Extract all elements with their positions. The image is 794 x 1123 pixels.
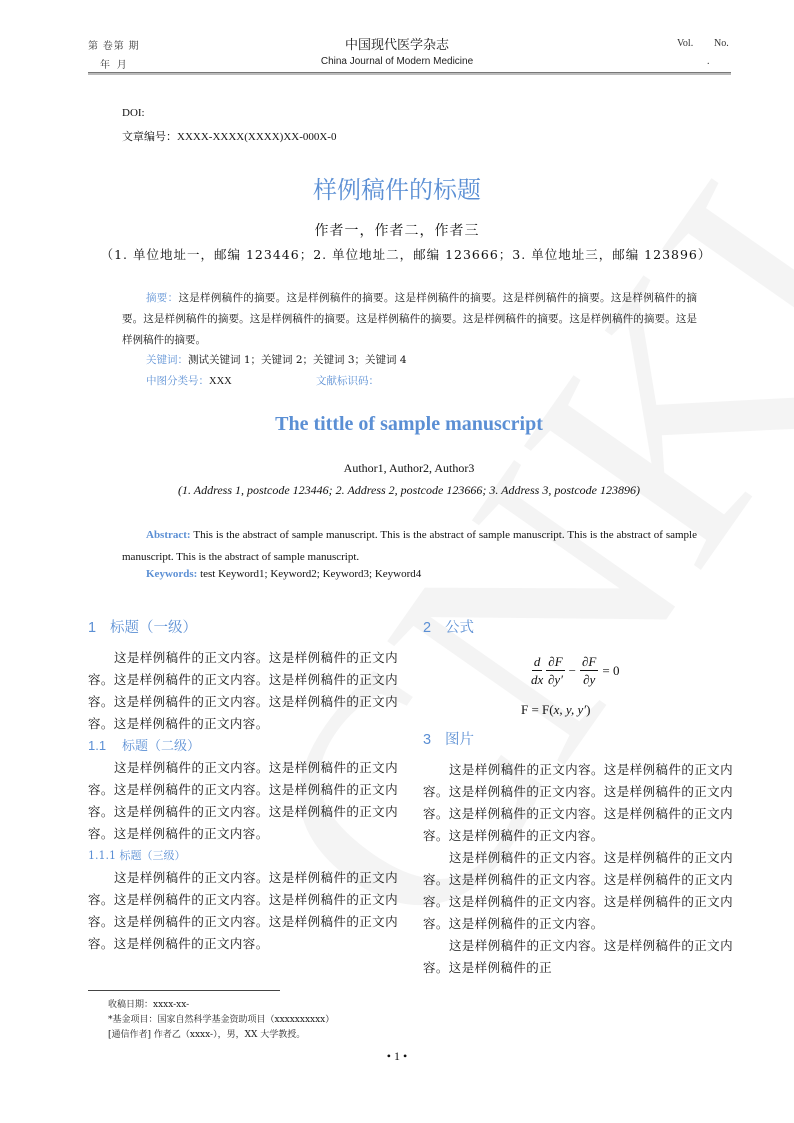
- clc-label: 中图分类号：: [146, 375, 209, 387]
- fraction-denominator: ∂y′: [547, 672, 563, 687]
- authors-en: Author1, Author2, Author3: [343, 461, 475, 475]
- section-1-1-number: 1.1: [88, 738, 107, 753]
- affiliations-cn: （1. 单位地址一，邮编 123446；2. 单位地址二，邮编 123666；3. 单位地址三，邮编 123896）: [100, 247, 712, 262]
- header-volume-issue: 第 卷第 期: [88, 41, 140, 52]
- abstract-en-label: Abstract:: [146, 529, 191, 541]
- section-1-title: 标题（一级）: [110, 620, 197, 636]
- fraction-dF-dyprime: [546, 653, 564, 688]
- function-definition: [521, 699, 590, 721]
- section-1-heading: [88, 617, 398, 639]
- footnote-received-date: 收稿日期：xxxx-xx-: [108, 1000, 190, 1010]
- fraction-d-dx: [530, 653, 544, 688]
- section-1-1-1-paragraph: 这是样例稿件的正文内容。这是样例稿件的正文内容。这是样例稿件的正文内容。这是样例稿件的正文内容。这是样例稿件的正文内容。这是样例稿件的正文内容。这是样例稿件的正文内容。: [88, 870, 398, 951]
- section-1-paragraph: 这是样例稿件的正文内容。这是样例稿件的正文内容。这是样例稿件的正文内容。这是样例稿件的正文内容。这是样例稿件的正文内容。这是样例稿件的正文内容。这是样例稿件的正文内容。: [88, 650, 398, 731]
- right-column: [423, 617, 733, 979]
- abstract-cn-label: 摘要：: [146, 292, 179, 304]
- journal-title-en: China Journal of Modern Medicine: [320, 56, 474, 67]
- euler-lagrange-equation: [529, 653, 622, 688]
- section-1-1-1-heading: 1.1.1 标题（三级）: [88, 849, 186, 862]
- authors-cn: 作者一，作者二，作者三: [314, 223, 480, 239]
- eq2-args: x, y, y′: [553, 702, 587, 717]
- fraction-numerator: d: [533, 654, 541, 669]
- clc-value: XXX: [209, 376, 232, 387]
- section-2-heading: [423, 617, 733, 639]
- eq2-lhs: F = F(: [521, 702, 554, 717]
- eq2-close: ): [586, 702, 591, 717]
- keywords-en: [146, 568, 421, 580]
- keywords-en-label: Keywords:: [146, 568, 198, 580]
- fraction-denominator: ∂y: [583, 672, 596, 687]
- section-1-1-heading: [88, 735, 398, 757]
- section-3-paragraph-1: 这是样例稿件的正文内容。这是样例稿件的正文内容。这是样例稿件的正文内容。这是样例稿件的正文内容。这是样例稿件的正文内容。这是样例稿件的正文内容。这是样例稿件的正文内容。: [423, 762, 733, 843]
- header-vol: Vol.: [677, 38, 694, 49]
- fraction-numerator: ∂F: [548, 654, 563, 669]
- abstract-en-text: This is the abstract of sample manuscript. This is the abstract of sample manuscript. This is the abstract of sample manuscript. This is the abstract of sample manuscript.: [122, 529, 697, 563]
- page-number: • 1 •: [386, 1049, 408, 1063]
- section-3-paragraph-3: 这是样例稿件的正文内容。这是样例稿件的正文内容。这是样例稿件的正: [423, 938, 733, 975]
- keywords-cn: [146, 352, 407, 367]
- fraction-denominator: dx: [531, 672, 544, 687]
- title-cn: 样例稿件的标题: [313, 177, 481, 204]
- left-column: [88, 617, 398, 955]
- keywords-cn-text: 测试关键词 1；关键词 2；关键词 3；关键词 4: [188, 354, 407, 366]
- fraction-dF-dy: [580, 653, 598, 688]
- header-rule: [88, 72, 731, 75]
- journal-title-cn: 中国现代医学杂志: [344, 37, 449, 52]
- footnote-rule: [88, 990, 280, 991]
- section-3-number: 3: [423, 732, 432, 748]
- keywords-en-text: test Keyword1; Keyword2; Keyword3; Keyword4: [197, 568, 422, 580]
- fraction-numerator: ∂F: [582, 654, 597, 669]
- header-no: No.: [714, 38, 729, 49]
- section-2-title: 公式: [445, 620, 474, 636]
- section-3-heading: [423, 729, 733, 751]
- footnote-corresponding-author: [通信作者] 作者乙（xxxx-），男，XX 大学教授。: [108, 1030, 306, 1040]
- section-3-title: 图片: [445, 732, 474, 748]
- header-year-month: 年 月: [100, 60, 129, 71]
- formula-block: [423, 647, 733, 729]
- document-code-label: 文献标识码：: [316, 375, 379, 387]
- section-1-1-title: 标题（二级）: [122, 738, 201, 753]
- section-1-1-paragraph: 这是样例稿件的正文内容。这是样例稿件的正文内容。这是样例稿件的正文内容。这是样例稿件的正文内容。这是样例稿件的正文内容。这是样例稿件的正文内容。这是样例稿件的正文内容。: [88, 760, 398, 841]
- header-dot: .: [707, 56, 710, 67]
- article-number: 文章编号：XXXX-XXXX(XXXX)XX-000X-0: [122, 131, 337, 143]
- abstract-cn: [122, 288, 697, 351]
- footnote-fund: *基金项目：国家自然科学基金资助项目（xxxxxxxxxx）: [108, 1015, 335, 1025]
- equals-zero: = 0: [602, 662, 620, 678]
- doi-line: DOI:: [122, 107, 145, 119]
- clc-number: [146, 373, 232, 388]
- minus-sign: −: [568, 662, 576, 678]
- section-3-paragraph-2: 这是样例稿件的正文内容。这是样例稿件的正文内容。这是样例稿件的正文内容。这是样例稿件的正文内容。这是样例稿件的正文内容。这是样例稿件的正文内容。这是样例稿件的正文内容。: [423, 850, 733, 931]
- abstract-cn-text: 这是样例稿件的摘要。这是样例稿件的摘要。这是样例稿件的摘要。这是样例稿件的摘要。这是样例稿件的摘要。这是样例稿件的摘要。这是样例稿件的摘要。这是样例稿件的摘要。这是样例稿件的摘要。这是样例稿件的摘要。这是样例稿件的摘要。: [122, 292, 698, 346]
- abstract-en: [122, 524, 697, 568]
- title-en: The tittle of sample manuscript: [275, 413, 543, 435]
- affiliations-en: (1. Address 1, postcode 123446; 2. Address 2, postcode 123666; 3. Address 3, postcode 123896): [178, 483, 640, 497]
- keywords-cn-label: 关键词：: [146, 354, 188, 366]
- section-2-number: 2: [423, 620, 432, 636]
- section-1-number: 1: [88, 620, 97, 636]
